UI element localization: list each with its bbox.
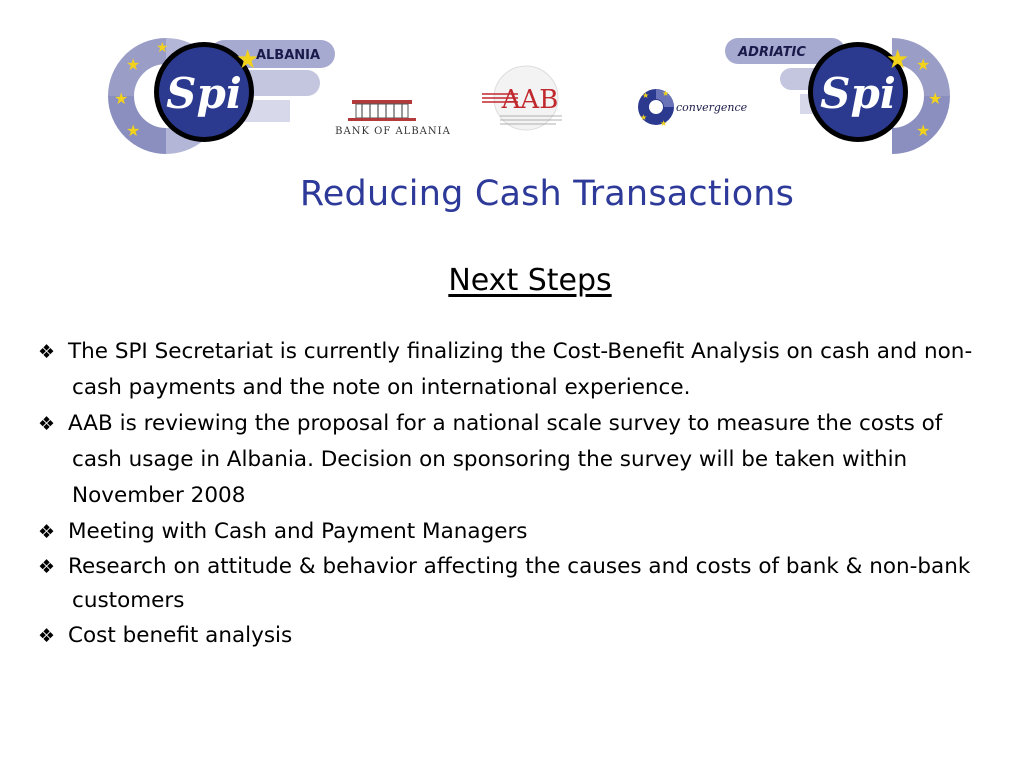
aab-mark: AAB (501, 85, 559, 115)
bullet-text: AAB is reviewing the proposal for a national scale survey to measure the costs of cash usage in Albania. Decision on sponsoring the survey will be taken within November 2008 (68, 411, 943, 508)
svg-text:★: ★ (114, 89, 129, 108)
spi-albania-label: ALBANIA (255, 48, 321, 63)
bank-building-icon (348, 100, 416, 121)
svg-text:★: ★ (916, 121, 931, 140)
bank-of-albania-logo (318, 90, 468, 140)
convergence-label: convergence (676, 101, 748, 114)
svg-text:★: ★ (236, 45, 260, 75)
bullet-text: The SPI Secretariat is currently finalizing the Cost-Benefit Analysis on cash and non-cash payments and the note on international experience. (68, 339, 973, 400)
svg-text:★: ★ (156, 40, 169, 56)
diamond-bullet-icon: ❖ (38, 341, 56, 363)
spi-adriatic-mark: Spi (820, 69, 896, 118)
svg-text:★: ★ (916, 55, 931, 74)
list-item (38, 406, 998, 514)
diamond-bullet-icon: ❖ (38, 556, 56, 578)
svg-text:★: ★ (126, 121, 141, 140)
diamond-bullet-icon: ❖ (38, 521, 56, 543)
svg-text:★: ★ (886, 45, 910, 75)
spi-adriatic-label: ADRIATIC (738, 45, 806, 60)
spi-adriatic-logo (720, 30, 960, 162)
slide-title: Reducing Cash Transactions (299, 174, 795, 214)
svg-text:★: ★ (642, 91, 650, 100)
diamond-bullet-icon: ❖ (38, 625, 56, 647)
svg-text:★: ★ (928, 89, 943, 108)
list-item (38, 334, 998, 406)
spi-albania-logo (100, 30, 340, 162)
svg-text:★: ★ (640, 113, 648, 122)
list-item (38, 618, 998, 654)
svg-text:★: ★ (660, 119, 668, 128)
bullet-list (38, 334, 998, 654)
eu-stars-swirl-icon (638, 89, 674, 128)
list-item (38, 550, 998, 618)
svg-text:★: ★ (662, 89, 670, 98)
spi-albania-mark: Spi (166, 69, 242, 118)
svg-text:★: ★ (126, 55, 141, 74)
bullet-text: Research on attitude & behavior affecting the causes and costs of bank & non-bank customers (68, 554, 971, 613)
bank-of-albania-label: BANK OF ALBANIA (335, 126, 451, 137)
list-item (38, 514, 998, 550)
bullet-text: Meeting with Cash and Payment Managers (68, 519, 528, 544)
slide-subtitle: Next Steps (448, 263, 612, 298)
diamond-bullet-icon: ❖ (38, 413, 56, 435)
aab-logo (478, 62, 568, 142)
bullet-text: Cost benefit analysis (68, 623, 293, 648)
